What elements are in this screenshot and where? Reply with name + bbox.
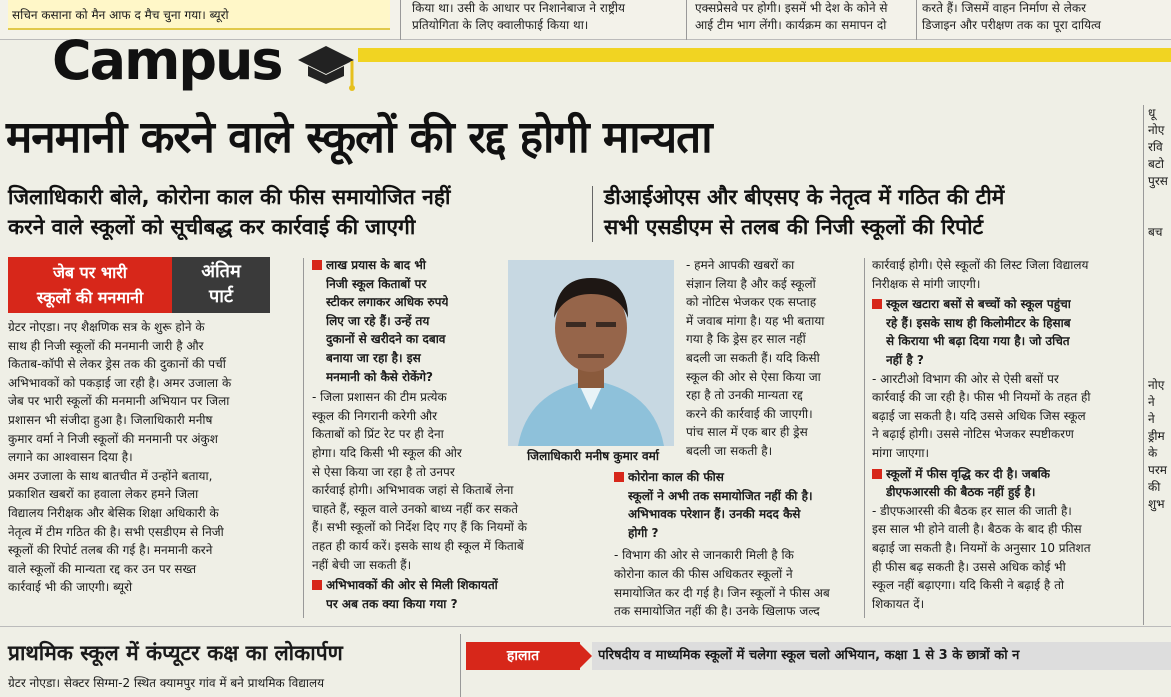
answer-4: - आरटीओ विभाग की ओर से ऐसी बसों पर कार्रवाई की जा रही है। फीस भी नियमों के तहत ही बढ़ाई जा सकती है। यदि उससे अधिक जिस स्कूल ने बढ़ाई होगी। उससे नोटिस भेजकर स्पष्टीकरण मांगा जाएगा। [872, 371, 1091, 460]
answer-1: - जिला प्रशासन की टीम प्रत्येक स्कूल की निगरानी करेगी और किताबों को प्रिंट रेट पर ही देना होगा। यदि किसी भी स्कूल की ओर से ऐसा किया जा रहा है तो उनपर कार्रवाई होगी। अभिभावक जहां से किताबें लेना चाहते हैं, स्कूल वाले उनको बाध्य नहीं कर सकते हैं। सभी स्कूलों को निर्देश दिए गए हैं कि नियमों के तहत ही कार्य करें। इसके साथ ही स्कूल में किताबें नहीं बेची जा सकती हैं। [312, 390, 527, 572]
top-col-4: करते हैं। जिसमें वाहन निर्माण से लेकर डिजाइन और परीक्षण तक का पूरा दायित्व [922, 1, 1101, 32]
graduation-cap-icon [296, 38, 362, 98]
article-col-1: ग्रेटर नोएडा। नए शैक्षणिक सत्र के शुरू होने के साथ ही निजी स्कूलों की मनमानी जारी है और किताब-कॉपी से लेकर ड्रेस तक की दुकानों की पर्ची अभिभावकों को पकड़ाई जा रही है। अमर उजाला के जेब पर भारी स्कूलों की मनमानी अभियान पर जिला प्रशासन भी संजीदा हुआ है। जिलाधिकारी मनीष कुमार वर्मा ने निजी स्कूलों की मनमानी पर अंकुश लगाने का आश्वासन दिया है। अमर उजाला के साथ बातचीत में उन्होंने बताया, प्रकाशित खबरों का हवाला लेकर हमने जिला विद्यालय निरीक्षक और बेसिक शिक्षा अधिकारी के नेतृत्व में टीम गठित की है। सभी एसडीएम से निजी स्कूलों की रिपोर्ट तलब की गई है। मनमानी करने वाले स्कूलों की मान्यता रद्द कर उन पर सख्त कार्रवाई भी की जाएगी। ब्यूरो [8, 320, 232, 595]
answer-3: - विभाग की ओर से जानकारी मिली है कि कोरोना काल की फीस अधिकतर स्कूलों ने समायोजित कर दी गई है। जिन स्कूलों ने फीस अब तक समायोजित नहीं की है। उनके खिलाफ जल्द [614, 548, 830, 619]
question-3: कोरोना काल की फीस स्कूलों ने अभी तक समायोजित नहीं की है। अभिभावक परेशान हैं। उनकी मदद कैसे होगी ? [628, 470, 813, 540]
article-col-3-bottom [614, 468, 876, 621]
subhead-right: डीआईओएस और बीएसए के नेतृत्व में गठित की टीमें सभी एसडीएम से तलब की निजी स्कूलों की रिपोर्ट [604, 185, 1005, 239]
halat-label: हालात [466, 642, 580, 670]
series-tag: जेब पर भारी स्कूलों की मनमानी [8, 257, 172, 313]
article-col-4 [872, 256, 1142, 613]
question-1: लाख प्रयास के बाद भी निजी स्कूल किताबों पर स्टीकर लगाकर अधिक रुपये लिए जा रहे हैं। उन्हें तय दुकानों से खरीदने का दबाव बनाया जा रहा है। इस मनमानी को कैसे रोकेंगे? [326, 258, 449, 384]
section-accent-bar [358, 48, 1171, 62]
part-tag: अंतिम पार्ट [172, 257, 270, 313]
official-photo [508, 260, 674, 446]
bullet-icon [312, 580, 322, 590]
section-title: Campus [52, 29, 282, 92]
article-col-2-top [312, 256, 527, 613]
person-portrait [508, 260, 674, 446]
bottom-body: ग्रेटर नोएडा। सेक्टर सिग्मा-2 स्थित क्यामपुर गांव में बने प्राथमिक विद्यालय [8, 676, 325, 690]
adjacent-column-fragment: धू नोए रवि बटो पुरस बच नोए ने ने ड्रीम के परम की शुभ [1148, 106, 1168, 511]
answer-2: - हमने आपकी खबरों का संज्ञान लिया है और कई स्कूलों को नोटिस भेजकर एक सप्ताह में जवाब मांगा है। यह भी बताया गया है कि ड्रेस हर साल नहीं बदली जा सकती हैं। यदि किसी स्कूल की ओर से ऐसा किया जा रहा है तो उनकी मान्यता रद्द करने की कार्रवाई की जाएगी। पांच साल में एक बार ही ड्रेस बदली जा सकती है। [686, 258, 825, 458]
question-4: स्कूल खटारा बसों से बच्चों को स्कूल पहुंचा रहे हैं। इसके साथ ही किलोमीटर के हिसाब से किराया भी बढ़ा दिया गया है। जो उचित नहीं है ? [886, 297, 1071, 367]
bullet-icon [872, 469, 882, 479]
top-box-text: सचिन कसाना को मैन आफ द मैच चुना गया। ब्यूरो [12, 8, 229, 22]
photo-caption: जिलाधिकारी मनीष कुमार वर्मा [527, 449, 659, 463]
main-headline: मनमानी करने वाले स्कूलों की रद्द होगी मान्यता [6, 112, 712, 163]
bottom-headline: प्राथमिक स्कूल में कंप्यूटर कक्ष का लोकार्पण [8, 640, 343, 665]
bullet-icon [312, 260, 322, 270]
halat-headline: परिषदीय व माध्यमिक स्कूलों में चलेगा स्कूल चलो अभियान, कक्षा 1 से 3 के छात्रों को न [598, 648, 1020, 663]
answer-5: - डीएफआरसी की बैठक हर साल की जाती है। इस साल भी होने वाली है। बैठक के बाद ही फीस बढ़ाई जा सकती है। नियमों के अनुसार 10 प्रतिशत ही फीस बढ़ सकती है। उससे अधिक कोई भी स्कूल नहीं बढ़ाएगा। यदि किसी ने बढ़ाई है तो शिकायत दें। [872, 503, 1091, 611]
top-col-2: किया था। उसी के आधार पर निशानेबाज ने राष्ट्रीय प्रतियोगिता के लिए क्वालीफाई किया था। [412, 1, 625, 32]
top-col-3: एक्सप्रेसवे पर होगी। इसमें भी देश के कोने से आई टीम भाग लेंगी। कार्यक्रम का समापन दो [695, 1, 888, 32]
answer-3-cont: कार्रवाई होगी। ऐसे स्कूलों की लिस्ट जिला विद्यालय निरीक्षक से मांगी जाएगी। [872, 258, 1089, 291]
bullet-icon [614, 472, 624, 482]
question-5: स्कूलों में फीस वृद्धि कर दी है। जबकि डीएफआरसी की बैठक नहीं हुई है। [886, 466, 1050, 500]
bullet-icon [872, 299, 882, 309]
subhead-left: जिलाधिकारी बोले, कोरोना काल की फीस समायोजित नहीं करने वाले स्कूलों को सूचीबद्ध कर कार्रवाई की जाएगी [8, 185, 451, 239]
halat-arrow [578, 642, 592, 670]
question-2: अभिभावकों की ओर से मिली शिकायतों पर अब तक क्या किया गया ? [326, 578, 498, 611]
